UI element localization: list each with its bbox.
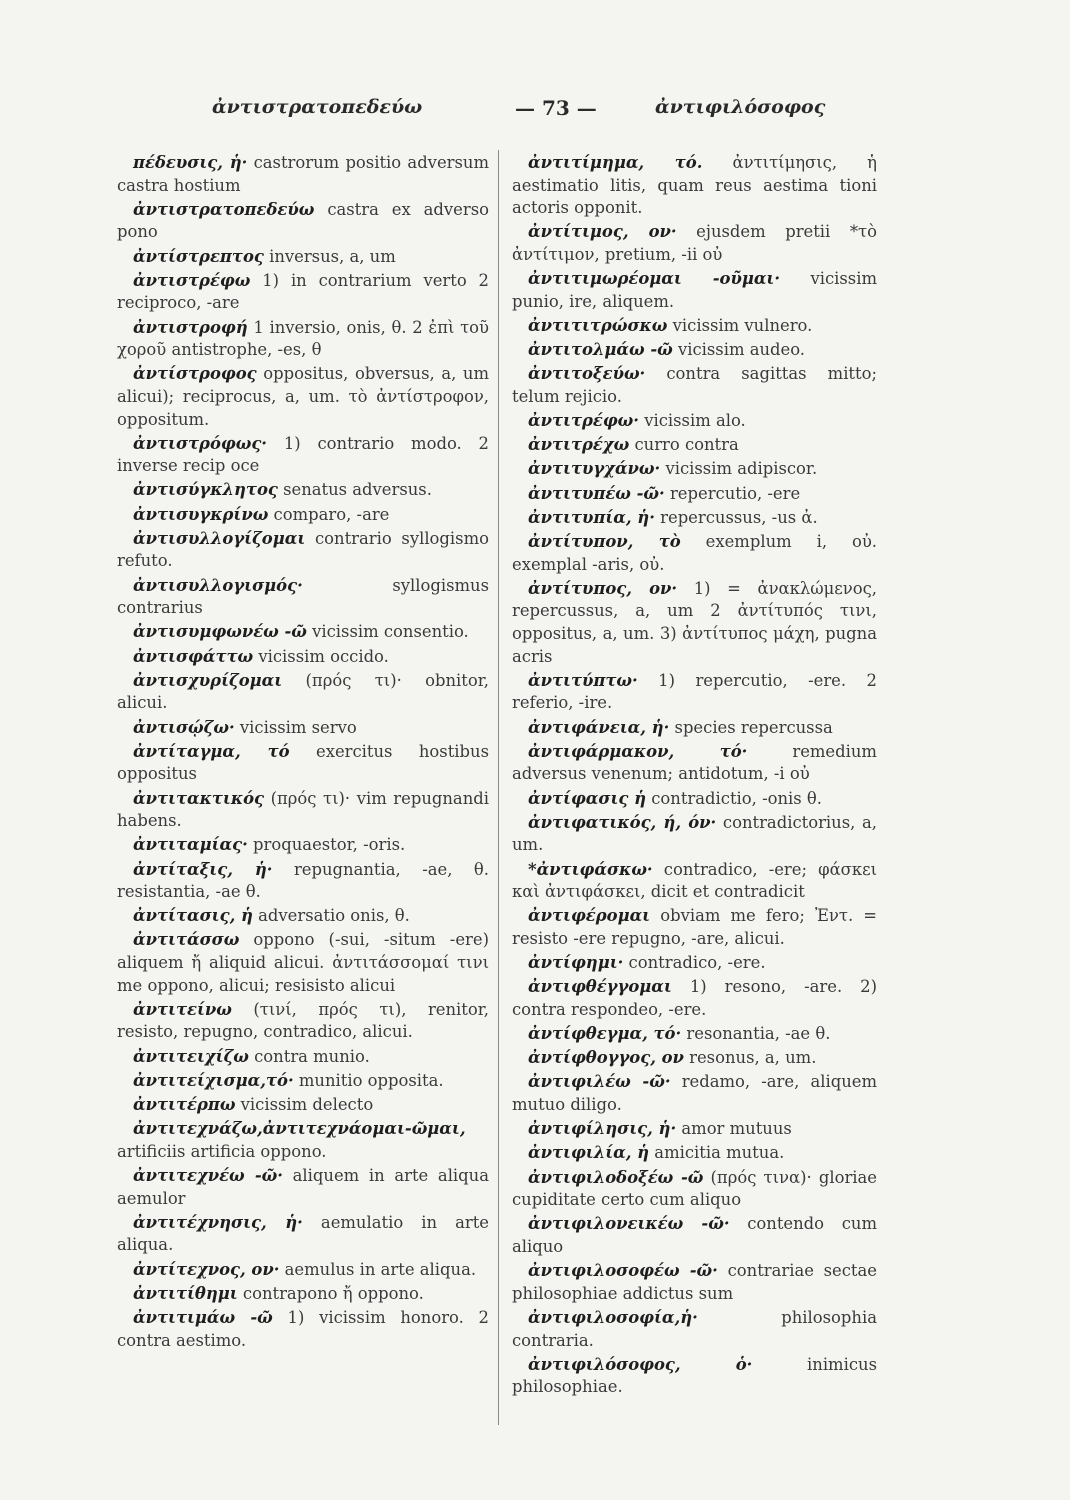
dictionary-entry (512, 859, 877, 904)
left-column (117, 152, 489, 1354)
entry-lemma: ἀντιφιλοσοφέω -ῶ· (528, 1261, 718, 1281)
entry-definition: species repercussa (674, 717, 833, 737)
dictionary-entry (512, 152, 877, 220)
dictionary-entry (512, 507, 877, 530)
entry-lemma: ἀντίφθεγμα, τό· (528, 1024, 682, 1044)
entry-definition: ejusdem pretii *τὸ ἀντίτιμον, pretium, -ii οὐ (512, 222, 877, 264)
entry-lemma: ἀντιτείνω (133, 999, 232, 1019)
dictionary-entry (512, 1213, 877, 1258)
column-divider (498, 150, 499, 1425)
entry-definition: contrario syllogismo refuto. (117, 528, 489, 571)
dictionary-entry (117, 1259, 489, 1282)
entry-lemma: ἀντιφατικός, ή, όν· (528, 812, 717, 832)
entry-lemma: ἀντισυλλογίζομαι (133, 528, 306, 548)
dictionary-entry (117, 152, 489, 197)
entry-lemma: ἀντιτύπτω· (528, 670, 638, 690)
dictionary-entry (512, 268, 877, 313)
entry-definition: contradictorius, a, um. (512, 812, 877, 855)
dictionary-entry (512, 1307, 877, 1352)
entry-lemma: ἀντιφάνεια, ἡ· (528, 717, 670, 737)
entry-definition: contradictio, -onis θ. (651, 788, 822, 808)
entry-lemma: ἀντιτιμωρέομαι -οῦμαι· (528, 269, 781, 289)
entry-definition: amicitia mutua. (654, 1143, 785, 1163)
entry-definition: senatus adversus. (283, 480, 432, 500)
entry-definition: exercitus hostibus oppositus (117, 741, 489, 784)
entry-definition: syllogismus contrarius (117, 575, 489, 618)
dictionary-entry (512, 1118, 877, 1141)
entry-lemma: ἀντισυμφωνέω -ῶ (133, 622, 307, 642)
entry-definition: curro contra (634, 435, 739, 455)
dictionary-entry (117, 646, 489, 669)
entry-definition: contendo cum aliquo (512, 1214, 877, 1256)
entry-definition: vicissim occido. (258, 646, 389, 666)
entry-definition: repugnantia, -ae, θ. resistantia, -ae θ. (117, 859, 489, 902)
entry-lemma: ἀντιτρέχω (528, 435, 630, 455)
entry-definition: (πρός τι)· vim repugnandi habens. (117, 788, 489, 831)
entry-definition: oppono (-sui, -situm -ere) aliquem ἤ aliquid alicui. ἀντιτάσσομαί τινι me oppono, alicui; resisisto alicui (117, 930, 489, 995)
dictionary-entry (117, 905, 489, 928)
entry-definition: munitio opposita. (298, 1070, 444, 1090)
entry-definition: 1) resono, -are. 2) contra respondeo, -ere. (512, 977, 877, 1019)
dictionary-entry (117, 1046, 489, 1069)
entry-lemma: ἀντιστροφή (133, 317, 248, 337)
entry-definition: vicissim consentio. (312, 622, 469, 642)
entry-definition: contra munio. (254, 1046, 370, 1066)
dictionary-entry (117, 528, 489, 573)
entry-lemma: ἀντιφάρμακον, τό· (528, 741, 748, 761)
entry-lemma: ἀντίτεχνος, ον· (133, 1259, 280, 1279)
entry-lemma: ἀντιτυπία, ἡ· (528, 507, 655, 527)
running-header (0, 96, 1070, 136)
entry-definition: contradico, -ere. (628, 953, 766, 973)
entry-definition: inversus, a, um (269, 246, 396, 266)
page-number: — 73 — (515, 96, 597, 120)
entry-definition: vicissim delecto (240, 1095, 374, 1114)
entry-lemma: πέδευσις, ἡ· (133, 153, 248, 172)
entry-lemma: ἀντιφιλονεικέω -ῶ· (528, 1214, 730, 1234)
dictionary-entry (512, 812, 877, 857)
entry-definition: 1 inversio, onis, θ. 2 ἐπὶ τοῦ χοροῦ antistrophe, -es, θ (117, 317, 489, 360)
entry-definition: castrorum positio adversum castra hostium (117, 153, 489, 195)
dictionary-entry (512, 221, 877, 266)
entry-lemma: ἀντιφιλέω -ῶ· (528, 1072, 671, 1092)
entry-definition: 1) contrario modo. 2 inverse recip oce (117, 433, 489, 476)
entry-lemma: ἀντιφέρομαι (528, 906, 651, 926)
entry-lemma: ἀντισῴζω· (133, 717, 235, 737)
entry-lemma: ἀντίτυπον, τὸ (528, 532, 681, 552)
entry-lemma: ἀντιταμίας· (133, 835, 248, 855)
entry-definition: oppositus, obversus, a, um alicui); reciprocus, a, um. τὸ ἀντίστροφον, oppositum. (117, 364, 490, 429)
entry-lemma: *ἀντιφάσκω· (528, 859, 653, 879)
entry-lemma: ἀντίστρεπτος (133, 246, 264, 266)
entry-definition: 1) vicissim honoro. 2 contra aestimo. (117, 1307, 489, 1350)
dictionary-entry (117, 1307, 489, 1352)
dictionary-entry (512, 741, 877, 786)
dictionary-entry (512, 578, 877, 668)
entry-definition: obviam me fero; Ἐντ. = resisto -ere repugno, -are, alicui. (512, 906, 877, 948)
dictionary-entry (512, 1260, 877, 1305)
dictionary-entry (512, 976, 877, 1021)
dictionary-entry (512, 1071, 877, 1116)
entry-definition: repercussus, -us ἀ. (660, 507, 818, 527)
entry-definition: amor mutuus (681, 1119, 792, 1139)
entry-lemma: ἀντιστρατοπεδεύω (133, 199, 315, 219)
entry-lemma: ἀντιτακτικός (133, 788, 265, 808)
entry-lemma: ἀντιστρόφως· (133, 433, 268, 453)
entry-definition: aemulus in arte aliqua. (284, 1259, 477, 1279)
dictionary-entry (117, 1283, 489, 1306)
entry-lemma: ἀντιτοξεύω· (528, 364, 646, 384)
entry-definition: castra ex adverso pono (117, 199, 489, 242)
entry-lemma: ἀντίφασις ἡ (528, 788, 647, 808)
entry-definition: resonantia, -ae θ. (686, 1024, 831, 1044)
entry-lemma: ἀντίφημι· (528, 953, 624, 973)
entry-definition: comparo, -are (273, 504, 390, 524)
entry-definition: vicissim vulnero. (672, 315, 813, 335)
entry-definition: contrariae sectae philosophiae addictus sum (512, 1261, 877, 1303)
entry-definition: remedium adversus venenum; antidotum, -i οὐ (512, 741, 877, 784)
entry-definition: vicissim audeo. (677, 340, 806, 360)
entry-lemma: ἀντίστροφος (133, 364, 257, 384)
entry-definition: vicissim alo. (644, 411, 746, 431)
right-column (512, 152, 877, 1400)
entry-lemma: ἀντιτίμημα, τό. (528, 153, 703, 172)
entry-lemma: ἀντιτυπέω -ῶ· (528, 483, 665, 503)
dictionary-entry (512, 670, 877, 715)
entry-definition: vicissim punio, ire, aliquem. (512, 269, 877, 311)
entry-definition: 1) repercutio, -ere. 2 referio, -ire. (512, 670, 877, 713)
dictionary-entry (117, 1118, 489, 1163)
entry-definition: aliquem in arte aliqua aemulor (117, 1165, 489, 1208)
dictionary-entry (117, 859, 489, 904)
dictionary-entry (117, 317, 489, 362)
dictionary-entry (117, 1212, 489, 1257)
entry-definition: (τινί, πρός τι), renitor, resisto, repugno, contradico, alicui. (117, 999, 489, 1042)
entry-lemma: ἀντιφίλησις, ἡ· (528, 1119, 677, 1139)
entry-definition: exemplum i, οὐ. exemplal -aris, οὐ. (512, 532, 877, 574)
entry-definition: 1) = ἀνακλώμενος, repercussus, a, um 2 ἀντίτυπός τινι, oppositus, a, um. 3) ἀντίτυπος μάχη, pugna acris (512, 578, 877, 666)
entry-definition: contradico, -ere; φάσκει καὶ ἀντιφάσκει, dicit et contradicit (512, 859, 877, 902)
dictionary-entry (117, 999, 489, 1044)
dictionary-entry (512, 410, 877, 433)
dictionary-entry (512, 905, 877, 950)
entry-lemma: ἀντιτέρπω (133, 1095, 236, 1114)
entry-definition: contrapono ἤ oppono. (242, 1283, 424, 1303)
dictionary-entry (512, 952, 877, 975)
entry-lemma: ἀντιτίθημι (133, 1283, 238, 1303)
dictionary-entry (512, 1354, 877, 1399)
dictionary-entry (117, 270, 489, 315)
dictionary-entry (512, 1142, 877, 1165)
dictionary-entry (512, 531, 877, 576)
entry-definition: vicissim adipiscor. (665, 459, 818, 479)
entry-definition: aemulatio in arte aliqua. (117, 1212, 489, 1255)
entry-definition: 1) in contrarium verto 2 reciproco, -are (117, 270, 489, 313)
entry-lemma: ἀντιτυγχάνω· (528, 459, 661, 479)
entry-definition: adversatio onis, θ. (258, 906, 410, 926)
entry-definition: (πρός τι)· obnitor, alicui. (117, 670, 489, 713)
entry-lemma: ἀντίταγμα, τό (133, 741, 290, 761)
dictionary-entry (512, 1023, 877, 1046)
dictionary-entry (117, 1070, 489, 1093)
dictionary-entry (117, 717, 489, 740)
entry-lemma: ἀντιτιτρώσκω (528, 315, 668, 335)
entry-lemma: ἀντίταξις, ἡ· (133, 859, 273, 879)
entry-definition: (πρός τινα)· gloriae cupiditate certo cum aliquo (512, 1167, 877, 1210)
entry-definition: philosophia contraria. (512, 1307, 877, 1350)
dictionary-entry (117, 479, 489, 502)
dictionary-entry (117, 1165, 489, 1210)
entry-definition: ἀντιτίμησις, ἡ aestimatio litis, quam reus aestima tioni actoris opponit. (512, 153, 877, 218)
dictionary-entry (117, 834, 489, 857)
entry-definition: proquaestor, -oris. (253, 835, 406, 855)
entry-lemma: ἀντιτρέφω· (528, 411, 639, 431)
dictionary-entry (512, 788, 877, 811)
dictionary-entry (117, 575, 489, 620)
entry-lemma: ἀντισυγκρίνω (133, 504, 269, 524)
entry-lemma: ἀντιτείχισμα,τό· (133, 1070, 294, 1090)
entry-lemma: ἀντίτασις, ἡ (133, 906, 253, 926)
entry-lemma: ἀντιτιμάω -ῶ (133, 1307, 273, 1327)
dictionary-entry (117, 199, 489, 244)
entry-lemma: ἀντιτέχνησις, ἡ· (133, 1212, 303, 1232)
dictionary-entry (512, 1167, 877, 1212)
header-left-guideword: ἀντιστρατοπεδεύω (212, 96, 423, 118)
dictionary-entry (117, 741, 489, 786)
entry-lemma: ἀντιτεχνέω -ῶ· (133, 1165, 283, 1185)
dictionary-entry (512, 434, 877, 457)
entry-lemma: ἀντισφάττω (133, 646, 254, 666)
entry-lemma: ἀντιφθέγγομαι (528, 977, 672, 997)
entry-lemma: ἀντιτεχνάζω,ἀντιτεχνάομαι-ῶμαι, (133, 1119, 466, 1139)
dictionary-entry (117, 621, 489, 644)
dictionary-entry (512, 1047, 877, 1070)
entry-lemma: ἀντισχυρίζομαι (133, 670, 283, 690)
dictionary-entry (512, 458, 877, 481)
dictionary-entry (117, 246, 489, 269)
entry-definition: artificiis artificia oppono. (117, 1141, 327, 1161)
entry-definition: redamo, -are, aliquem mutuo diligo. (512, 1072, 877, 1114)
dictionary-entry (117, 929, 489, 997)
dictionary-entry (117, 670, 489, 715)
header-right-guideword: ἀντιφιλόσοφος (655, 96, 826, 118)
dictionary-entry (117, 1094, 489, 1117)
entry-definition: inimicus philosophiae. (512, 1354, 877, 1397)
entry-lemma: ἀντιφιλόσοφος, ὁ· (528, 1354, 753, 1374)
entry-lemma: ἀντιτολμάω -ῶ (528, 340, 673, 360)
dictionary-entry (117, 363, 489, 431)
entry-lemma: ἀντιστρέφω (133, 270, 251, 290)
entry-lemma: ἀντιφιλία, ἡ (528, 1143, 650, 1163)
entry-lemma: ἀντιτειχίζω (133, 1046, 249, 1066)
entry-lemma: ἀντισύγκλητος (133, 480, 278, 500)
entry-lemma: ἀντιφιλοσοφία,ἡ· (528, 1307, 698, 1327)
entry-definition: resonus, a, um. (689, 1048, 817, 1068)
entry-lemma: ἀντίτυπος, ον· (528, 578, 678, 598)
entry-definition: repercutio, -ere (669, 483, 801, 503)
entry-lemma: ἀντίφθογγος, ον (528, 1048, 684, 1068)
entry-lemma: ἀντιτάσσω (133, 930, 240, 950)
dictionary-entry (512, 363, 877, 408)
entry-lemma: ἀντίτιμος, ον· (528, 222, 677, 242)
dictionary-entry (512, 717, 877, 740)
entry-definition: vicissim servo (239, 717, 357, 737)
entry-lemma: ἀντιφιλοδοξέω -ῶ (528, 1167, 704, 1187)
entry-definition: contra sagittas mitto; telum rejicio. (512, 364, 877, 406)
dictionary-entry (117, 788, 489, 833)
dictionary-entry (117, 504, 489, 527)
entry-lemma: ἀντισυλλογισμός· (133, 575, 303, 595)
dictionary-entry (512, 483, 877, 506)
dictionary-entry (512, 315, 877, 338)
dictionary-entry (117, 433, 489, 478)
dictionary-entry (512, 339, 877, 362)
